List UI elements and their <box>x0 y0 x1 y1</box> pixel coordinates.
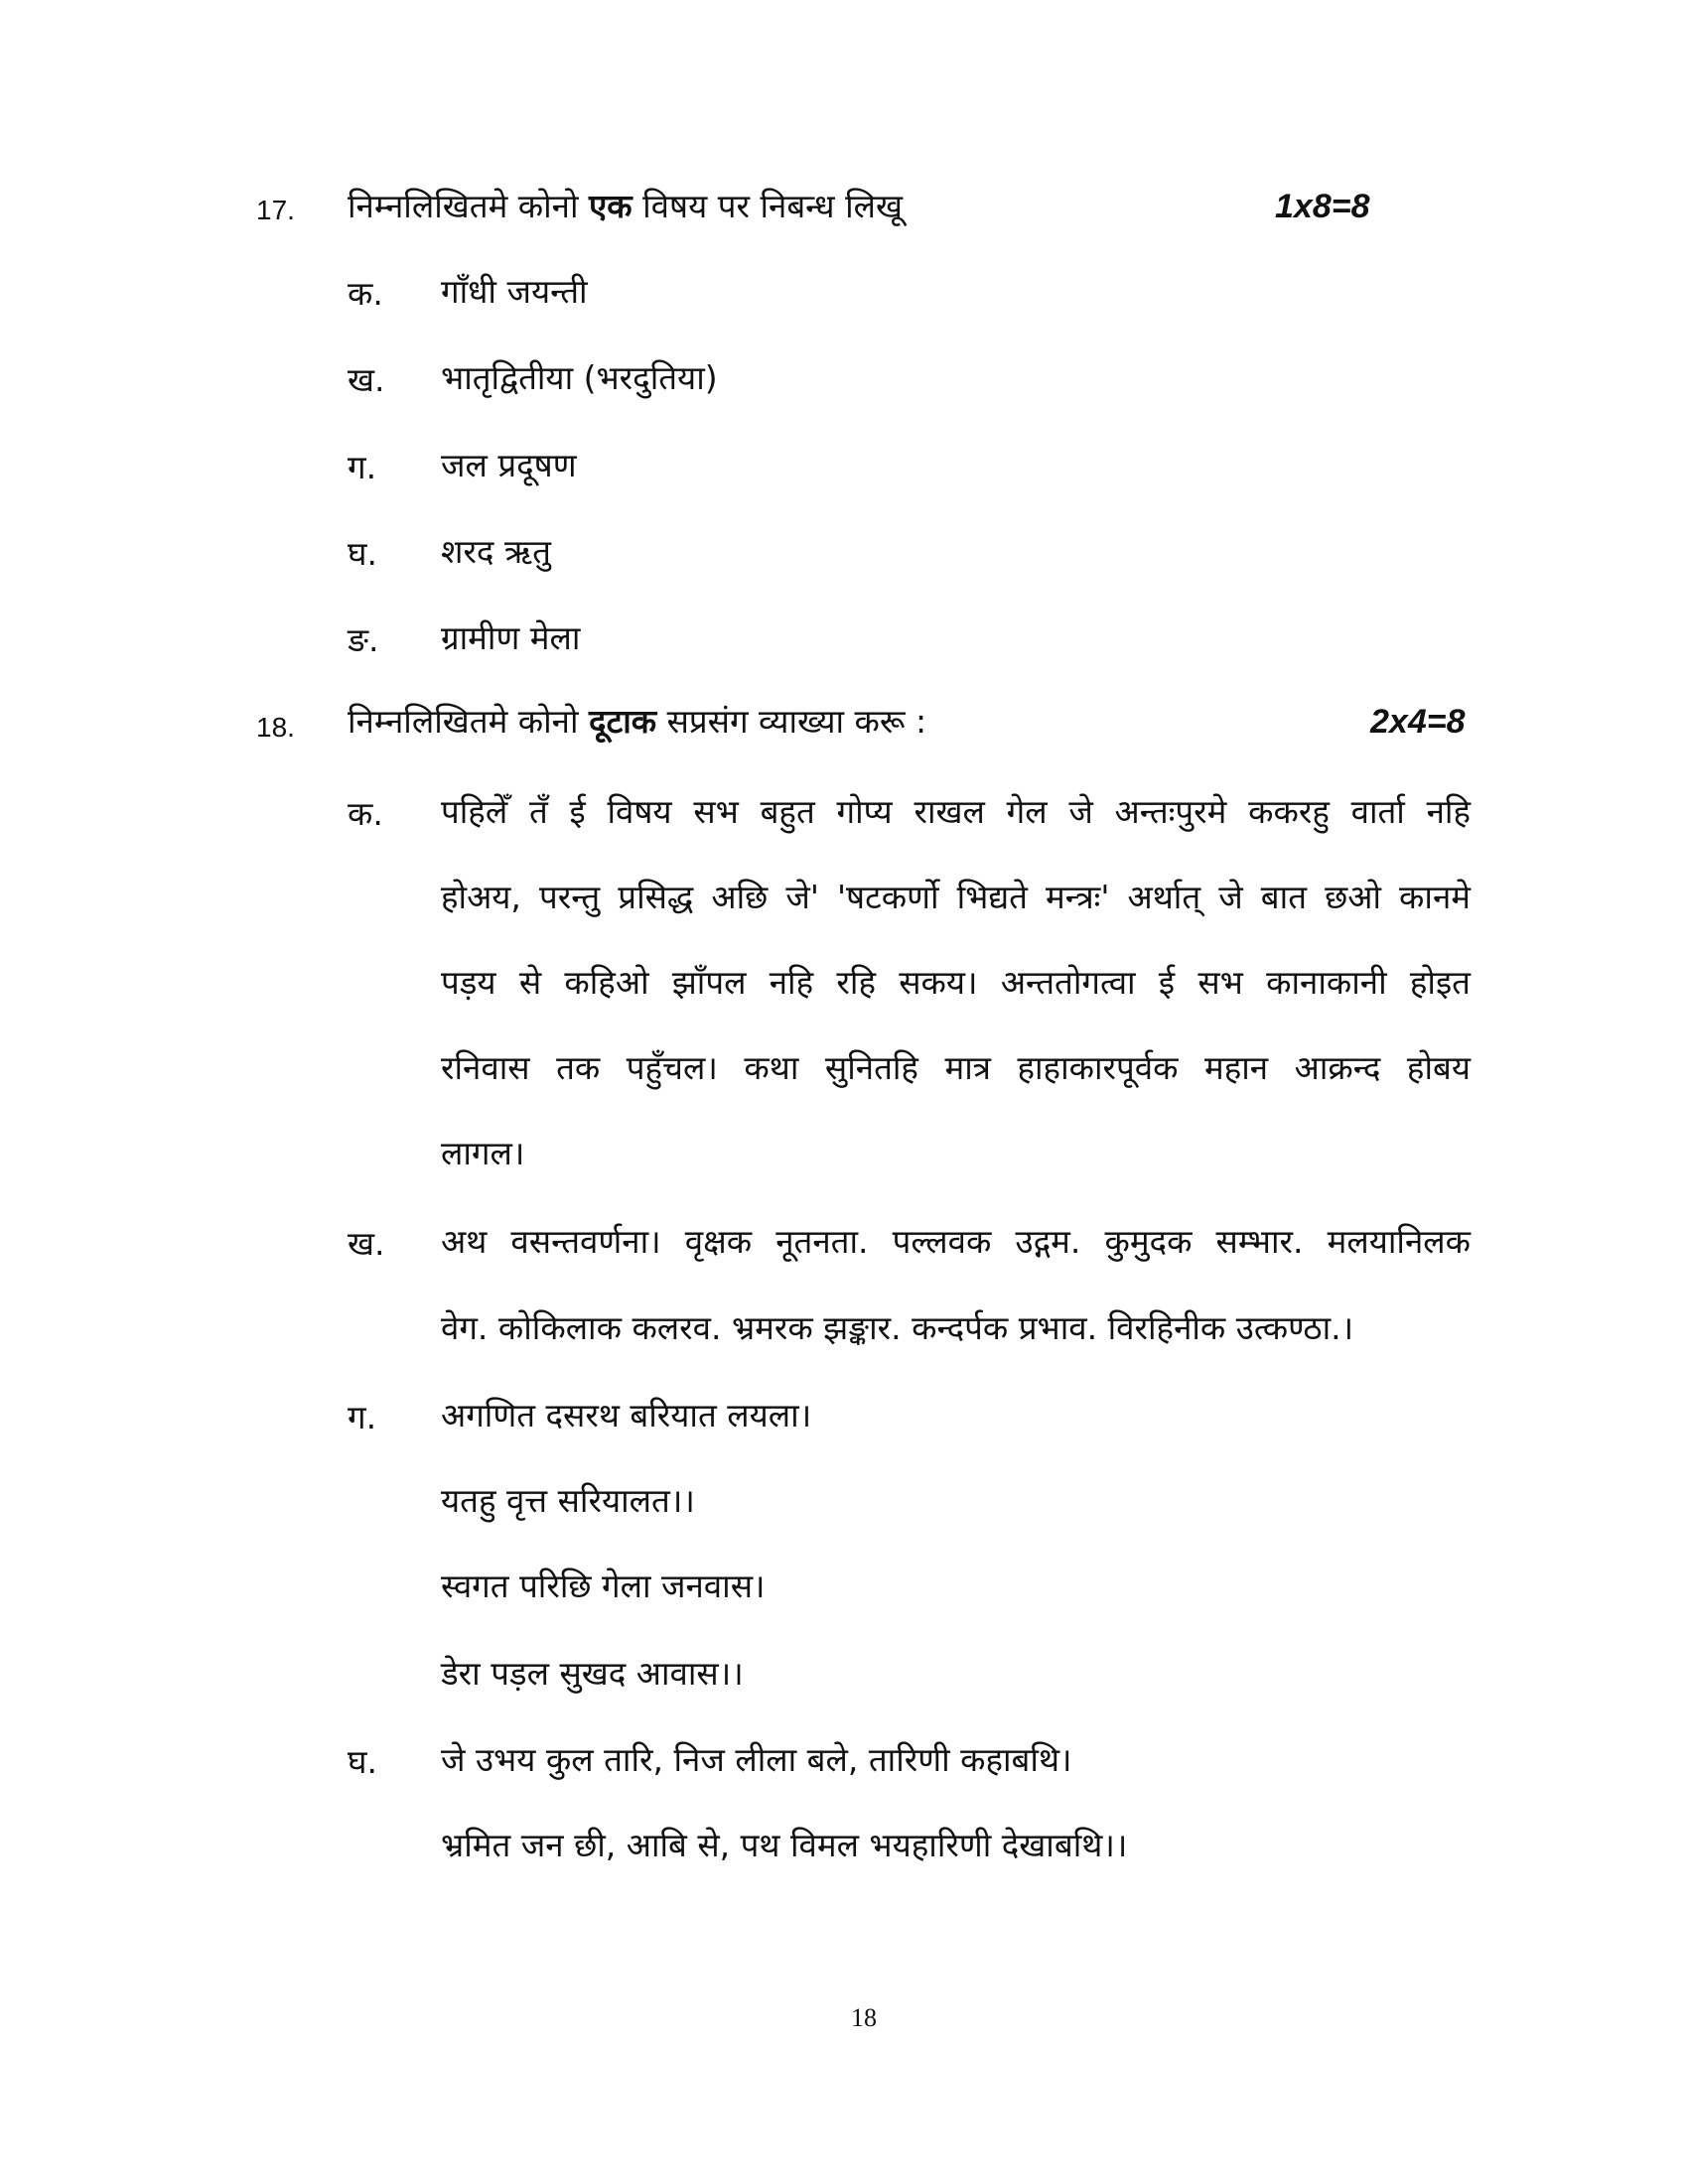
passage-line: यतहु वृत्त सरियालत।। <box>441 1481 695 1520</box>
question-18-prompt <box>348 700 926 744</box>
passage-line: जे उभय कुल तारि, निज लीला बले, तारिणी कहाबथि। <box>441 1740 1072 1779</box>
option-label: ङ. <box>348 620 379 659</box>
question-17-prompt <box>348 185 903 228</box>
passage-line: लागल। <box>441 1134 525 1172</box>
question-17-number: 17. <box>256 195 295 225</box>
prompt-bold: एक <box>589 187 633 225</box>
passage-line: अथ वसन्तवर्णना। वृक्षक नूतनता. पल्लवक उद्गम. कुमुदक सम्भार. मलयानिलक <box>441 1222 1471 1261</box>
option-text: भातृद्वितीया (भरदुतिया) <box>441 358 718 397</box>
passage-line: पड़य से कहिओ झाँपल नहि रहि सकय। अन्ततोगत्वा ई सभ कानाकानी होइत <box>441 963 1471 1002</box>
passage-line: होअय, परन्तु प्रसिद्ध अछि जे' 'षटकर्णो भिद्यते मन्त्रः' अर्थात् जे बात छओ कानमे <box>441 878 1471 916</box>
prompt-bold: दूटाक <box>589 702 657 741</box>
option-text: गाँधी जयन्ती <box>441 272 588 311</box>
option-label: ग. <box>348 448 377 486</box>
option-text: शरद ऋतु <box>441 532 551 571</box>
passage-label: ग. <box>348 1398 377 1436</box>
passage-label: ख. <box>348 1224 385 1263</box>
passage-label: घ. <box>348 1742 377 1781</box>
passage-line: वेग. कोकिलाक कलरव. भ्रमरक झङ्कार. कन्दर्पक प्रभाव. विरहिनीक उत्कण्ठा.। <box>441 1308 1354 1347</box>
option-label: ख. <box>348 360 385 399</box>
question-18-marks: 2x4=8 <box>1370 703 1466 741</box>
passage-line: रनिवास तक पहुँचल। कथा सुनितहि मात्र हाहाकारपूर्वक महान आक्रन्द होबय <box>441 1048 1471 1087</box>
passage-line: डेरा पड़ल सुखद आवास।। <box>441 1654 744 1693</box>
passage-line: अगणित दसरथ बरियात लयला। <box>441 1396 812 1434</box>
passage-line: पहिलेँ तँ ई विषय सभ बहुत गोप्य राखल गेल जे अन्तःपुरमे ककरहु वार्ता नहि <box>441 792 1471 831</box>
prompt-text: सप्रसंग व्याख्या करू : <box>656 702 927 741</box>
question-18-number: 18. <box>256 712 295 743</box>
prompt-text: विषय पर निबन्ध लिखू <box>632 187 904 225</box>
option-text: जल प्रदूषण <box>441 446 577 484</box>
question-17-marks: 1x8=8 <box>1275 188 1370 225</box>
prompt-text: निम्नलिखितमे कोनो <box>348 702 590 741</box>
passage-line: स्वगत परिछि गेला जनवास। <box>441 1567 766 1605</box>
prompt-text: निम्नलिखितमे कोनो <box>348 187 590 225</box>
passage-line: भ्रमित जन छी, आबि से, पथ विमल भयहारिणी देखाबथि।। <box>441 1826 1128 1864</box>
passage-label: क. <box>348 794 383 833</box>
page-number: 18 <box>851 2003 877 2032</box>
option-label: क. <box>348 274 383 313</box>
option-text: ग्रामीण मेला <box>441 618 581 657</box>
option-label: घ. <box>348 534 377 573</box>
